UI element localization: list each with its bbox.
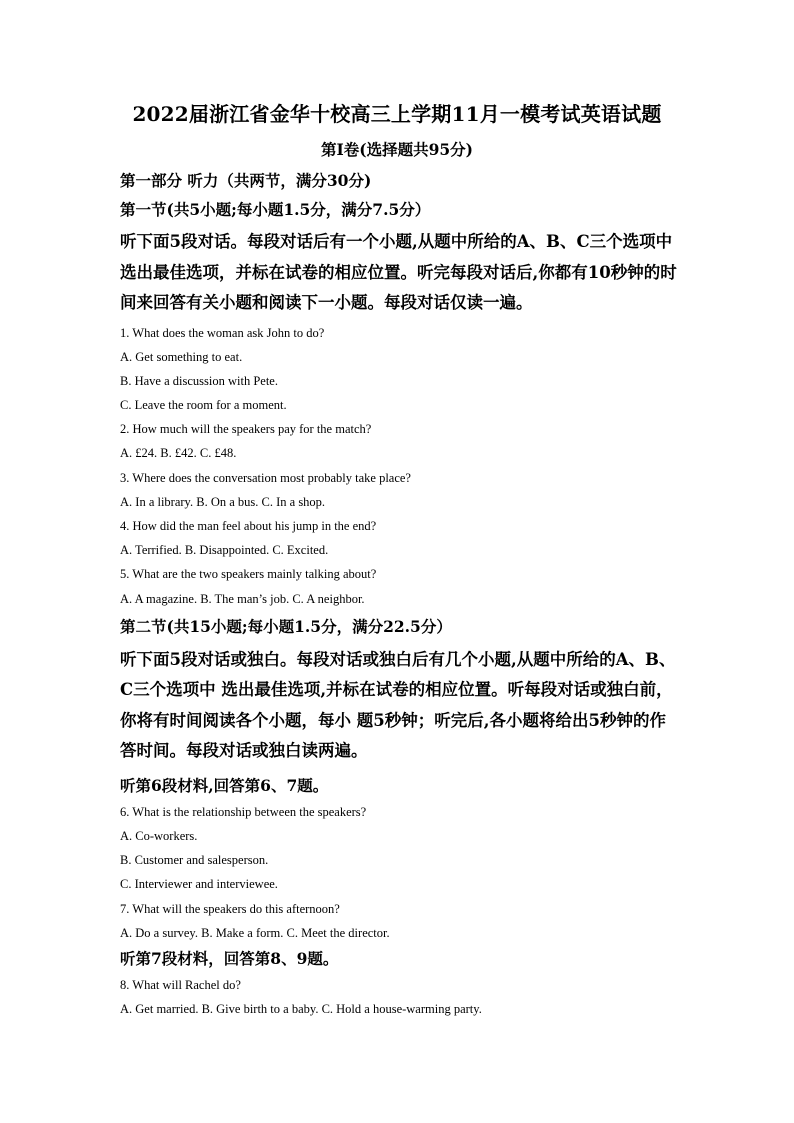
question-line: 7. What will the speakers do this afternoon?: [120, 901, 340, 916]
option-line: A. Co-workers.: [120, 828, 198, 843]
material-6-heading: 听第6段材料,回答第6、7题。: [120, 775, 329, 795]
material-7-heading: 听第7段材料，回答第8、9题。: [120, 948, 339, 968]
option-line: A. Do a survey. B. Make a form. C. Meet the director.: [120, 925, 390, 940]
section1-heading: 第一节(共5小题;每小题1.5分，满分7.5分）: [120, 200, 431, 219]
section1-questions: [120, 321, 680, 611]
question-line: 8. What will Rachel do?: [120, 977, 241, 992]
question-line: 3. Where does the conversation most probably take place?: [120, 470, 411, 485]
part-heading: 第一部分 听力（共两节，满分30分): [120, 171, 372, 190]
option-line: B. Customer and salesperson.: [120, 853, 269, 868]
section1-instruction: 听下面5段对话。每段对话后有一个小题,从题中所给的A、B、C三个选项中选出最佳选项，并标在试卷的相应位置。听完每段对话后,你都有10秒钟的时间来回答有关小题和阅读下一小题。每段对话仅读一遍。: [120, 232, 677, 312]
option-line: A. A magazine. B. The man’s job. C. A neighbor.: [120, 591, 365, 606]
page-subtitle: 第I卷(选择题共95分): [321, 140, 473, 159]
question-line: 5. What are the two speakers mainly talking about?: [120, 567, 377, 582]
section2-instruction: 听下面5段对话或独白。每段对话或独白后有几个小题,从题中所给的A、B、C三个选项中 选出最佳选项,并标在试卷的相应位置。听每段对话或独白前，你将有时间阅读各个小题，每小 题5秒钟；听完后,各小题将给出5秒钟的作答时间。每段对话或独白读两遍。: [120, 649, 676, 761]
option-line: A. Terrified. B. Disappointed. C. Excited.: [120, 543, 329, 558]
option-line: A. Get married. B. Give birth to a baby. C. Hold a house-warming party.: [120, 1002, 482, 1017]
option-line: C. Interviewer and interviewee.: [120, 877, 278, 892]
material-7-questions: [120, 973, 680, 1021]
option-line: C. Leave the room for a moment.: [120, 398, 287, 413]
question-line: 6. What is the relationship between the speakers?: [120, 804, 367, 819]
option-line: A. Get something to eat.: [120, 349, 243, 364]
option-line: A. In a library. B. On a bus. C. In a shop.: [120, 494, 326, 509]
document-body: [120, 168, 680, 1021]
section2-heading: 第二节(共15小题;每小题1.5分，满分22.5分）: [120, 616, 452, 636]
question-line: 4. How did the man feel about his jump in the end?: [120, 519, 377, 533]
material-6-questions: [120, 800, 680, 945]
question-line: 2. How much will the speakers pay for the match?: [120, 422, 372, 437]
option-line: A. £24. B. £42. C. £48.: [120, 446, 237, 461]
option-line: B. Have a discussion with Pete.: [120, 373, 278, 388]
page-title: 2022届浙江省金华十校高三上学期11月一模考试英语试题: [132, 102, 662, 126]
question-line: 1. What does the woman ask John to do?: [120, 325, 325, 340]
